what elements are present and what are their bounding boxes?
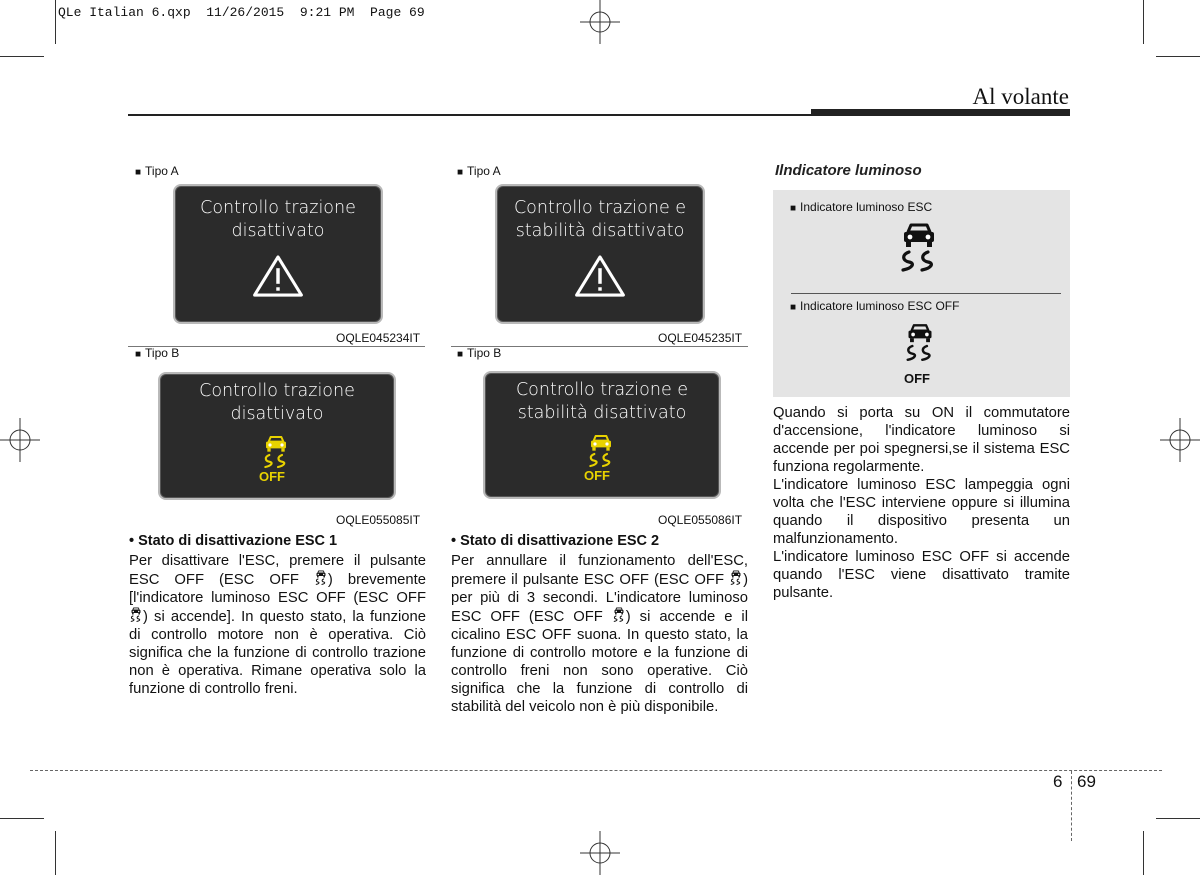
indicator-heading: Ilndicatore luminoso — [775, 162, 922, 179]
header-rule — [128, 114, 811, 116]
figure-type-label: ■ Tipo B — [135, 346, 180, 360]
esc-off-icon — [612, 607, 626, 625]
crop-mark — [1143, 831, 1144, 875]
esc-off-icon — [729, 570, 743, 588]
figure-type-label: ■ Tipo B — [457, 346, 502, 360]
chapter-number: 6 — [1053, 772, 1063, 791]
esc1-heading: • Stato di disattivazione ESC 1 — [129, 533, 338, 549]
warning-triangle-icon — [252, 253, 304, 299]
off-label: OFF — [584, 468, 610, 483]
crop-mark — [0, 818, 44, 819]
figure-type-label: ■ Tipo A — [457, 164, 501, 178]
off-label: OFF — [259, 469, 285, 484]
display-message: Controllo trazione disattivato — [200, 198, 356, 241]
esc-off-icon — [903, 323, 937, 369]
esc-skid-car-icon — [896, 222, 942, 282]
indicator-label: ■ Indicatore luminoso ESC — [790, 200, 933, 214]
cluster-display-b — [160, 374, 394, 498]
esc-off-icon — [314, 570, 328, 588]
cluster-display-a — [175, 186, 381, 322]
crop-mark — [1156, 56, 1200, 57]
crop-mark — [55, 831, 56, 875]
registration-mark — [1160, 418, 1200, 462]
registration-mark — [0, 418, 40, 462]
esc1-body: Per disattivare l'ESC, premere il pulsante ESC OFF (ESC OFF ) brevemente [l'indicatore luminoso ESC OFF (ESC OFF ) si accende]. In questo stato, la funzione di controllo motore non è operativa. Ciò significa che la funzione di controllo trazione non è operativa. Rimane operativa solo la funzione di controllo freni. — [129, 553, 426, 697]
warning-triangle-icon — [574, 253, 626, 299]
paragraph: L'indicatore luminoso ESC lampeggia ogni volta che l'ESC interviene oppure si illumina quando il dispositivo presenta un malfunzionamento. — [773, 477, 1070, 547]
paragraph: L'indicatore luminoso ESC OFF si accende quando l'ESC viene disattivato tramite pulsante. — [773, 549, 1070, 601]
indicator-label: ■ Indicatore luminoso ESC OFF — [790, 299, 960, 313]
off-label: OFF — [904, 371, 930, 386]
section-title: Al volante — [972, 84, 1069, 109]
divider — [791, 293, 1061, 294]
crop-mark — [55, 0, 56, 44]
indicator-figure — [773, 190, 1070, 397]
display-message: Controllo trazione e stabilità disattivato — [515, 380, 689, 423]
print-header: QLe Italian 6.qxp 11/26/2015 9:21 PM Page 69 — [58, 5, 425, 20]
indicator-body — [773, 404, 1070, 602]
footer-rule — [30, 770, 1162, 771]
registration-mark — [580, 831, 620, 875]
page-number: 69 — [1077, 772, 1096, 791]
footer-separator — [1071, 771, 1072, 841]
cluster-display-b — [485, 373, 719, 497]
cluster-display-a — [497, 186, 703, 322]
esc-off-icon — [129, 607, 143, 625]
figure-type-label: ■ Tipo A — [135, 164, 179, 178]
crop-mark — [1156, 818, 1200, 819]
registration-mark — [580, 0, 620, 44]
figure-code: OQLE045235IT — [658, 331, 743, 345]
crop-mark — [0, 56, 44, 57]
display-message: Controllo trazione disattivato — [199, 381, 355, 424]
esc2-heading: • Stato di disattivazione ESC 2 — [451, 533, 660, 549]
figure-code: OQLE055085IT — [336, 513, 421, 527]
paragraph: Quando si porta su ON il commutatore d'accensione, l'indicatore luminoso si accende per poi spegnersi,se il sistema ESC funziona regolarmente. — [773, 405, 1070, 475]
display-message: Controllo trazione e stabilità disattivato — [513, 198, 687, 241]
esc2-body: Per annullare il funzionamento dell'ESC, premere il pulsante ESC OFF (ESC OFF ) per più di 3 secondi. L'indicatore luminoso ESC OFF (ESC OFF ) si accende e il cicalino ESC OFF suona. In questo stato, la funzione di controllo motore e la funzione di controllo freni non sono operative. Ciò significa che la funzione di controllo di stabilità del veicolo non è più disponibile. — [451, 553, 748, 715]
header-rule-thick — [811, 109, 1070, 116]
figure-code: OQLE055086IT — [658, 513, 743, 527]
figure-code: OQLE045234IT — [336, 331, 421, 345]
crop-mark — [1143, 0, 1144, 44]
